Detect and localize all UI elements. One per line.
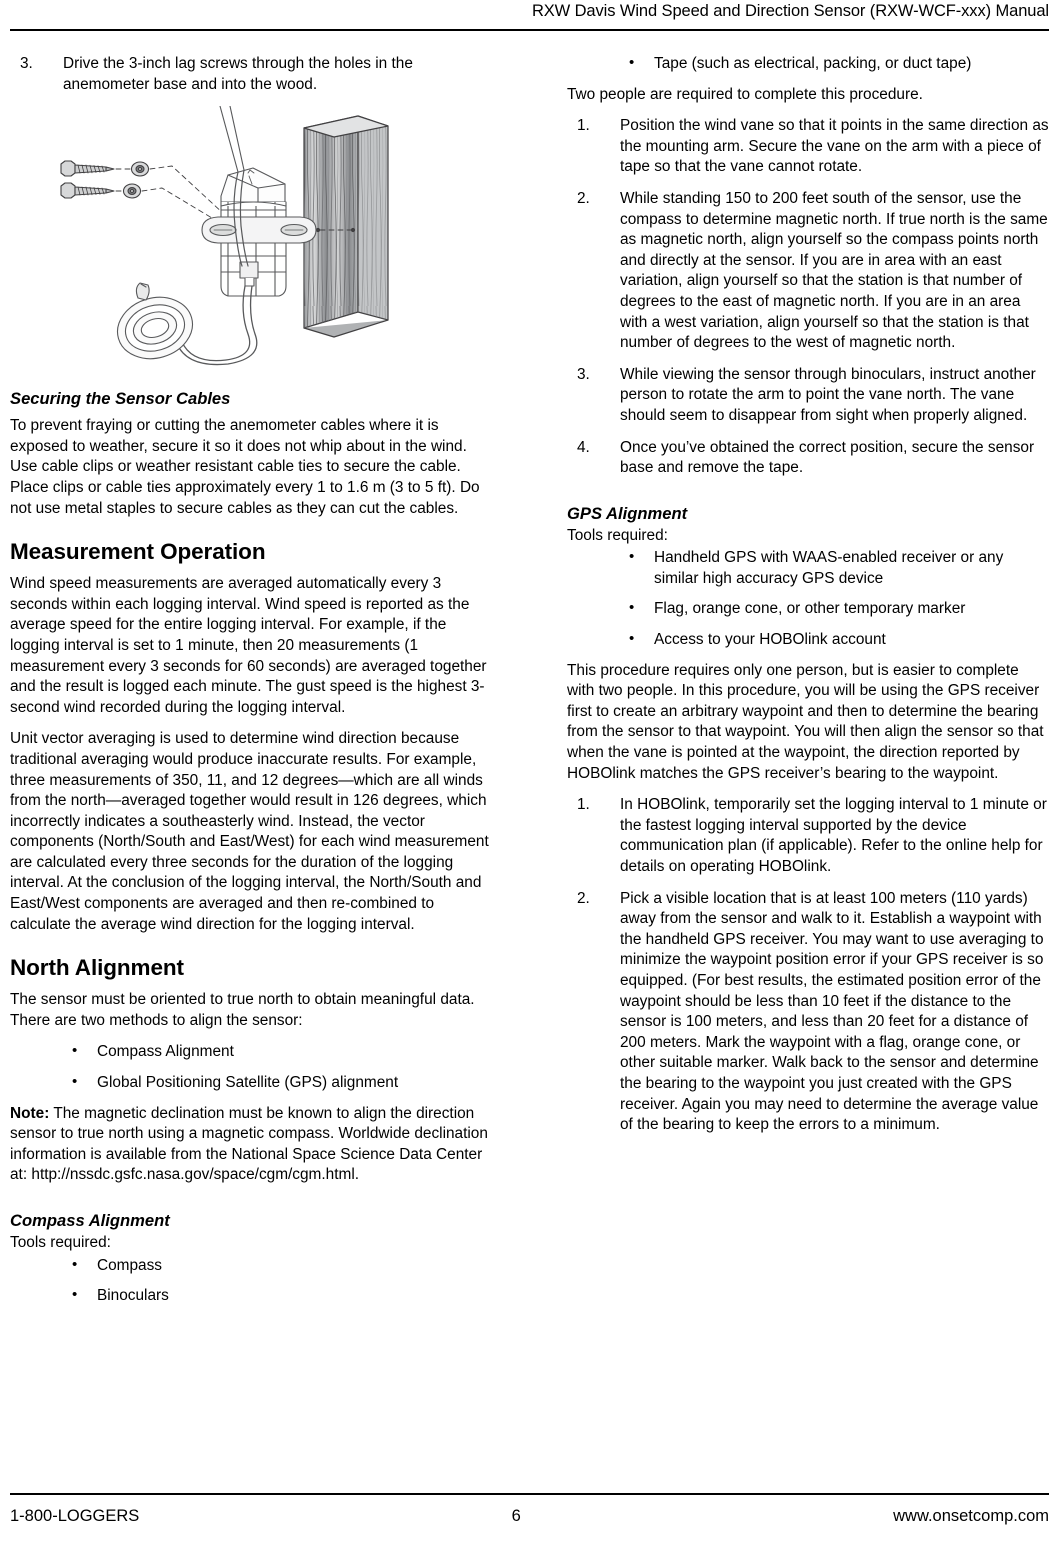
list-item	[567, 795, 1050, 877]
bullet-icon: •	[629, 548, 635, 566]
footer-divider	[10, 1493, 1049, 1495]
list-item	[10, 1073, 493, 1094]
cable-coil-illustration	[110, 283, 200, 367]
north-alignment-intro: The sensor must be oriented to true north to obtain meaningful data. There are two methods to align the sensor:	[10, 991, 475, 1029]
step-text: While viewing the sensor through binoculars, instruct another person to rotate the arm to point the vane north. The vane should seem to disappear from sight when properly aligned.	[620, 365, 1036, 424]
measurement-operation-heading: Measurement Operation	[10, 539, 266, 565]
list-item	[10, 1042, 493, 1063]
list-item-label: Access to your HOBOlink account	[654, 631, 886, 649]
step-text: In HOBOlink, temporarily set the logging interval to 1 minute or the fastest logging interval supported by the device communication plan (if applicable). Refer to the online help for details on operating HOBOlink.	[620, 796, 1047, 875]
step-number: 3.	[577, 365, 590, 383]
gps-tools-label: Tools required:	[567, 526, 668, 544]
bullet-icon: •	[72, 1255, 78, 1273]
bullet-icon: •	[72, 1042, 78, 1060]
step-text: Pick a visible location that is at least 100 meters (110 yards) away from the sensor and walk to it. Establish a waypoint with the handheld GPS receiver. You may want to use averaging to minimize the waypoint position error if your GPS receiver is so equipped. (For best results, the estimated position error of the waypoint should be less than 10 feet if the distance to the sensor is 100 meters, and less than 20 feet for a distance of 200 meters. Mark the waypoint with a flag, orange cone, or other suitable marker. Walk back to the sensor and determine the bearing to the waypoint you just created with the GPS receiver. Again you may need to determine the average value of the bearing to keep the errors to a minimum.	[620, 889, 1044, 1134]
list-item	[567, 116, 1050, 178]
list-item	[10, 54, 493, 95]
bullet-icon: •	[629, 54, 635, 71]
compass-tools-continued-list	[567, 54, 1050, 75]
wooden-post-illustration	[304, 116, 388, 337]
list-item	[567, 189, 1050, 354]
list-item	[567, 548, 1050, 589]
list-item-label: Handheld GPS with WAAS-enabled receiver or any similar high accuracy GPS device	[654, 549, 1004, 587]
bullet-icon: •	[629, 599, 635, 617]
gps-tools-list	[567, 548, 1050, 650]
compass-tools-list	[10, 1256, 493, 1307]
list-item	[10, 1286, 493, 1307]
bullet-icon: •	[72, 1286, 78, 1304]
lag-screw-illustration	[61, 161, 114, 198]
list-item	[567, 365, 1050, 427]
right-column	[567, 54, 1050, 1147]
page-body	[10, 54, 1049, 1478]
gps-alignment-steps-list	[567, 795, 1050, 1136]
list-item-label: Tape (such as electrical, packing, or duct tape)	[654, 55, 972, 72]
footer-page-number: 6	[511, 1507, 521, 1525]
left-column	[10, 54, 493, 1307]
washer-illustration	[123, 162, 148, 198]
footer-website: www.onsetcomp.com	[893, 1507, 1049, 1525]
step-number: 1.	[577, 796, 590, 814]
list-item-label: Binoculars	[97, 1287, 169, 1305]
footer-phone: 1-800-LOGGERS	[10, 1507, 140, 1525]
step-number: 1.	[577, 117, 590, 135]
step-number: 4.	[577, 438, 590, 456]
mounting-diagram-svg	[42, 106, 462, 378]
step-text: Once you’ve obtained the correct position, secure the sensor base and remove the tape.	[620, 438, 1035, 477]
compass-alignment-steps-list	[567, 116, 1050, 479]
step-number: 3.	[20, 55, 33, 72]
north-alignment-note	[10, 1104, 493, 1186]
list-item-label: Compass Alignment	[97, 1043, 234, 1061]
list-item	[567, 438, 1050, 479]
note-label: Note:	[10, 1104, 50, 1122]
two-people-note: Two people are required to complete this procedure.	[567, 85, 923, 103]
list-item-label: Compass	[97, 1256, 163, 1274]
alignment-methods-list	[10, 1042, 493, 1093]
bullet-icon: •	[629, 630, 635, 648]
header-title: RXW Davis Wind Speed and Direction Sensor (RXW-WCF-xxx) Manual	[531, 2, 1049, 20]
list-item	[567, 599, 1050, 620]
securing-cables-heading: Securing the Sensor Cables	[10, 389, 231, 409]
list-item	[10, 1256, 493, 1277]
note-text: The magnetic declination must be known to align the direction sensor to true north using a magnetic compass. Worldwide declination information is available from the National Space Science Data Center at: http://nssdc.gsfc.nasa.gov/space/cgm/cgm.html.	[10, 1104, 488, 1184]
securing-cables-body: To prevent fraying or cutting the anemometer cables where it is exposed to weather, secure it so it does not whip about in the wind. Use cable clips or weather resistant cable ties to secure the cable. Place clips or cable ties approximately every 1 to 1.6 m (3 to 5 ft). Do not use metal staples to secure cables as they can cut the cables.	[10, 417, 480, 517]
list-item	[567, 889, 1050, 1136]
gps-alignment-heading: GPS Alignment	[567, 503, 688, 523]
list-item-label: Global Positioning Satellite (GPS) alignment	[97, 1074, 399, 1092]
mounting-steps-list	[10, 54, 493, 95]
north-alignment-heading: North Alignment	[10, 955, 184, 981]
measurement-paragraph-1: Wind speed measurements are averaged automatically every 3 seconds within each logging interval. Wind speed is reported as the average speed for the entire logging interval. For example, if the logging interval is set to 1 minute, then 20 measurements (1 measurement every 3 seconds for 60 seconds) are averaged together and the result is logged each minute. The gust speed is the highest 3-second wind recorded during the logging interval.	[10, 575, 487, 716]
list-item	[567, 54, 1050, 75]
step-number: 2.	[577, 189, 590, 207]
step-text: While standing 150 to 200 feet south of the sensor, use the compass to determine magnetic north. If true north is the same as magnetic north, align yourself so the compass points north and directly at the sensor. If you are in area with an east variation, align yourself so that the station is that number of degrees to the east of magnetic north. If you are in an area with a west variation, align yourself so that the station is that number of degrees to the west of magnetic north.	[620, 189, 1048, 352]
bullet-icon: •	[72, 1073, 78, 1091]
page-header	[10, 0, 1049, 34]
step-text: Drive the 3-inch lag screws through the holes in the anemometer base and into the wood.	[63, 55, 413, 93]
sensor-body-illustration	[202, 168, 316, 296]
anemometer-mounting-figure	[10, 106, 493, 378]
list-item-label: Flag, orange cone, or other temporary marker	[654, 600, 966, 618]
compass-alignment-heading: Compass Alignment	[10, 1211, 170, 1230]
step-text: Position the wind vane so that it points in the same direction as the mounting arm. Secure the vane on the arm with a piece of tape so that the vane cannot rotate.	[620, 117, 1049, 176]
list-item	[567, 630, 1050, 651]
gps-alignment-intro: This procedure requires only one person, but is easier to complete with two people. In this procedure, you will be using the GPS receiver first to create an arbitrary waypoint and then to determine the bearing from the sensor to that waypoint. You will then align the sensor so that when the vane is pointed at the waypoint, the direction reported by HOBOlink matches the GPS receiver’s bearing to the waypoint.	[567, 661, 1044, 782]
anemometer-arm-illustration	[220, 106, 244, 180]
step-number: 2.	[577, 889, 590, 907]
measurement-paragraph-2: Unit vector averaging is used to determine wind direction because traditional averaging would produce inaccurate results. For example, three measurements of 350, 11, and 12 degrees—which are all winds from the north—averaged together would result in 126 degrees, which incorrectly indicates a southeasterly wind. Instead, the vector components (North/South and East/West) for each wind measurement are calculated every three seconds for the duration of the logging interval. At the conclusion of the logging interval, the North/South and East/West components are averaged and then re-combined to calculate the average wind direction for the logging interval.	[10, 730, 489, 933]
page-footer	[10, 1493, 1049, 1539]
compass-tools-label: Tools required:	[10, 1234, 111, 1251]
header-divider	[10, 29, 1049, 31]
